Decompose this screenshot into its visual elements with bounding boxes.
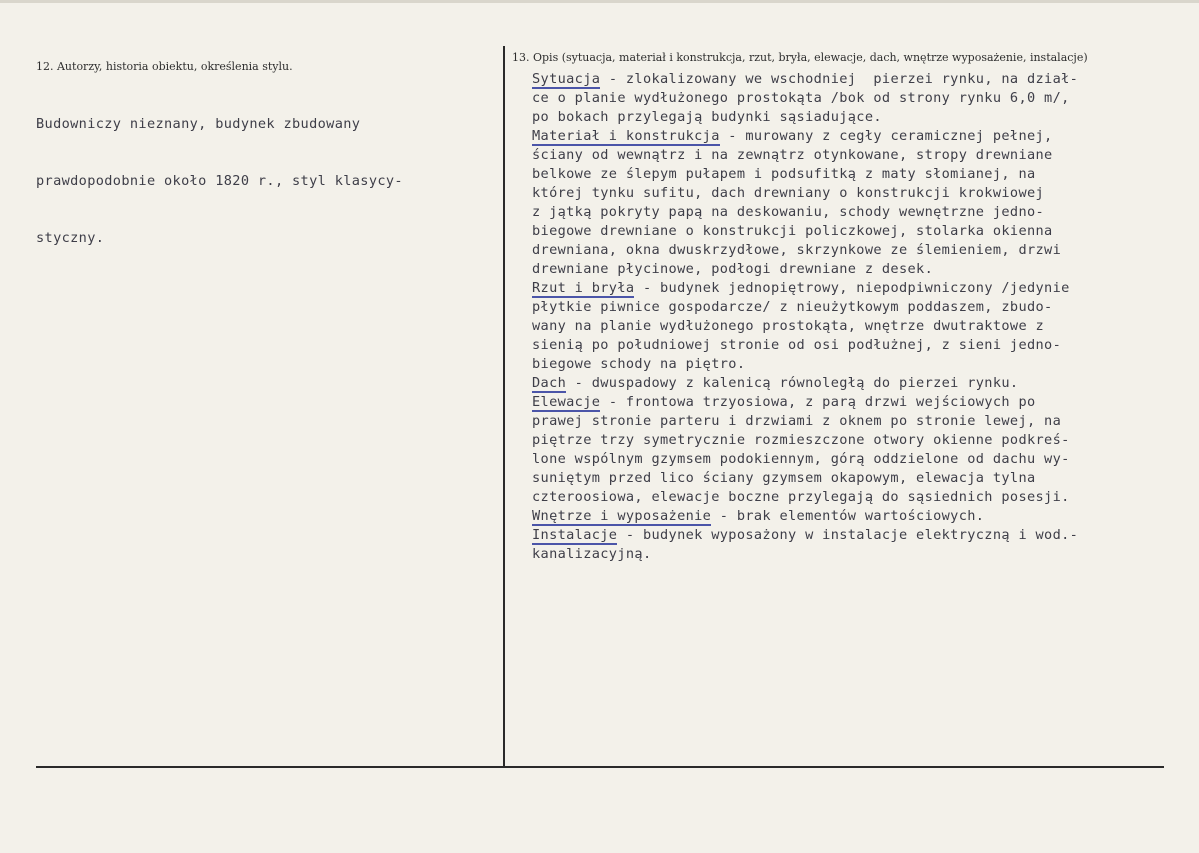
section-13-label: 13. Opis (sytuacja, materiał i konstrukcja, rzut, bryła, elewacje, dach, wnętrze wyposażenie, instalacje) [512, 51, 1088, 64]
section-heading: Instalacje [532, 527, 618, 543]
line-text: biegowe schody na piętro. [532, 356, 746, 372]
typed-line [532, 374, 1078, 393]
line-text: belkowe ze ślepym pułapem i podsufitką z maty słomianej, na [532, 166, 1036, 182]
line-text: po bokach przylegają budynki sąsiadujące. [532, 109, 882, 125]
line-text: prawej stronie parteru i drzwiami z oknem po stronie lewej, na [532, 413, 1062, 429]
line-text: wany na planie wydłużonego prostokąta, wnętrze dwutraktowe z [532, 318, 1045, 334]
line-text: suniętym przed lico ściany gzymsem okapowym, elewacja tylna [532, 470, 1036, 486]
section-heading: Elewacje [532, 394, 601, 410]
typed-line [532, 507, 1078, 526]
typed-line: Budowniczy nieznany, budynek zbudowany [36, 116, 361, 132]
line-text: sienią po południowej stronie od osi podłużnej, z sieni jedno- [532, 337, 1062, 353]
line-text: - frontowa trzyosiowa, z parą drzwi wejściowych po [600, 394, 1036, 410]
typed-line [532, 412, 1078, 431]
section-heading: Dach [532, 375, 567, 391]
typed-line [532, 184, 1078, 203]
section-13-text [532, 70, 1078, 564]
typed-line [532, 146, 1078, 165]
card-top-edge [0, 0, 1199, 3]
typed-line [532, 260, 1078, 279]
line-text: - budynek jednopiętrowy, niepodpiwniczony /jedynie [634, 280, 1070, 296]
line-text: czteroosiowa, elewacje boczne przylegają do sąsiednich posesji. [532, 489, 1070, 505]
typed-line [532, 222, 1078, 241]
section-12-label: 12. Autorzy, historia obiektu, określenia stylu. [36, 60, 293, 73]
typed-line: prawdopodobnie około 1820 r., styl klasycy- [36, 173, 403, 189]
typed-line [532, 526, 1078, 545]
line-text: z jątką pokryty papą na deskowaniu, schody wewnętrzne jedno- [532, 204, 1045, 220]
line-text: której tynku sufitu, dach drewniany o konstrukcji krokwiowej [532, 185, 1045, 201]
section-12-text [36, 77, 403, 286]
line-text: drewniana, okna dwuskrzydłowe, skrzynkowe ze ślemieniem, drzwi [532, 242, 1062, 258]
section-heading: Wnętrze i wyposażenie [532, 508, 712, 524]
line-text: kanalizacyjną. [532, 546, 652, 562]
typed-line [532, 203, 1078, 222]
typed-line [532, 336, 1078, 355]
typed-line [532, 279, 1078, 298]
typed-line [532, 317, 1078, 336]
typed-line [532, 241, 1078, 260]
line-text: piętrze trzy symetrycznie rozmieszczone otwory okienne podkreś- [532, 432, 1070, 448]
bottom-rule [36, 766, 1164, 768]
typed-line [532, 469, 1078, 488]
typed-line [532, 431, 1078, 450]
typed-line [532, 165, 1078, 184]
line-text: - brak elementów wartościowych. [711, 508, 985, 524]
typed-line [532, 298, 1078, 317]
line-text: biegowe drewniane o konstrukcji policzkowej, stolarka okienna [532, 223, 1053, 239]
typed-line: styczny. [36, 230, 105, 246]
typed-line [532, 70, 1078, 89]
line-text: ce o planie wydłużonego prostokąta /bok od strony rynku 6,0 m/, [532, 90, 1070, 106]
section-heading: Sytuacja [532, 71, 601, 87]
typed-line [532, 127, 1078, 146]
typed-line [532, 393, 1078, 412]
typed-line [532, 450, 1078, 469]
typed-line [532, 545, 1078, 564]
line-text: lone wspólnym gzymsem podokiennym, górą oddzielone od dachu wy- [532, 451, 1070, 467]
line-text: - zlokalizowany we wschodniej pierzei rynku, na dział- [600, 71, 1079, 87]
typed-line [532, 355, 1078, 374]
column-divider [503, 46, 505, 766]
typed-line [532, 108, 1078, 127]
line-text: ściany od wewnątrz i na zewnątrz otynkowane, stropy drewniane [532, 147, 1053, 163]
line-text: płytkie piwnice gospodarcze/ z nieużytkowym poddaszem, zbudo- [532, 299, 1053, 315]
line-text: - dwuspadowy z kalenicą równoległą do pierzei rynku. [566, 375, 1019, 391]
line-text: - murowany z cegły ceramicznej pełnej, [719, 128, 1053, 144]
line-text: - budynek wyposażony w instalacje elektryczną i wod.- [617, 527, 1079, 543]
line-text: drewniane płycinowe, podłogi drewniane z desek. [532, 261, 934, 277]
typed-line [532, 488, 1078, 507]
section-heading: Materiał i konstrukcja [532, 128, 720, 144]
section-heading: Rzut i bryła [532, 280, 635, 296]
typed-line [532, 89, 1078, 108]
